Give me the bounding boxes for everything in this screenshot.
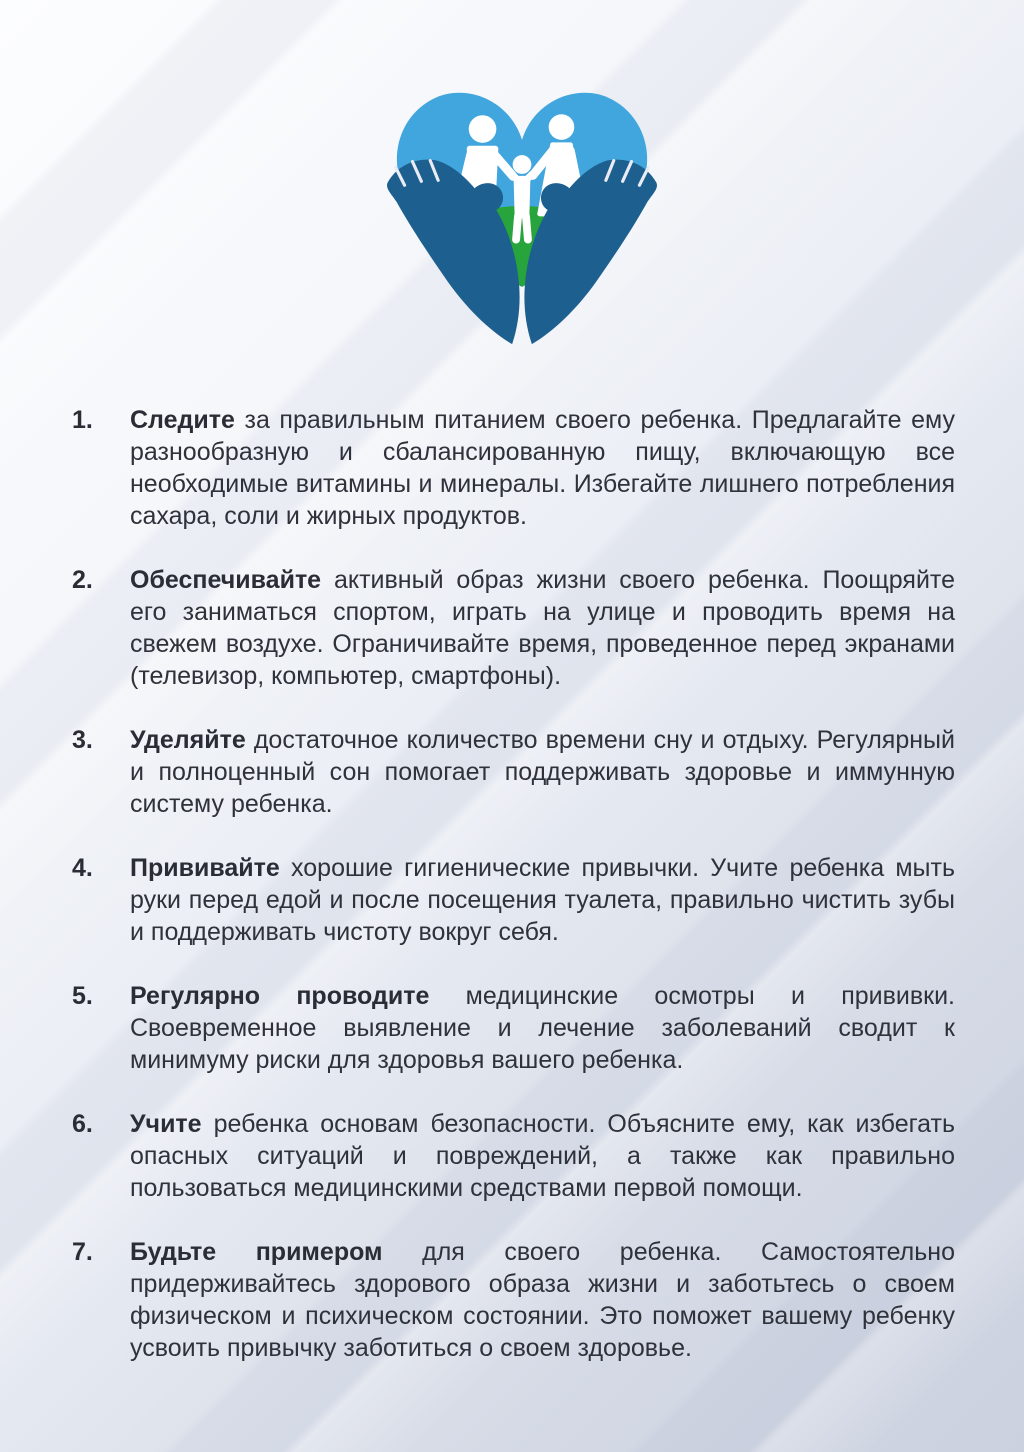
item-text: для своего ребенка. Самостоятельно придерживайтесь здорового образа жизни и заботьтесь о своем физическом и психическом состоянии. Это поможет вашему ребенку усвоить привычку заботиться о своем здоровье. [130,1238,955,1362]
list-item [72,1236,955,1364]
item-number: 7. [72,1238,93,1266]
list-item [72,564,955,692]
item-number: 3. [72,726,93,754]
item-number: 6. [72,1110,93,1138]
item-text: хорошие гигиенические привычки. Учите ребенка мыть руки перед едой и после посещения туалета, правильно чистить зубы и поддерживать чистоту вокруг себя. [130,854,955,946]
item-paragraph [130,1236,955,1364]
item-text: за правильным питанием своего ребенка. Предлагайте ему разнообразную и сбалансированную пищу, включающую все необходимые витамины и минералы. Избегайте лишнего потребления сахара, соли и жирных продуктов. [130,406,955,530]
item-text: достаточное количество времени сну и отдыху. Регулярный и полноценный сон помогает поддерживать здоровье и иммунную систему ребенка. [130,726,955,818]
item-number: 5. [72,982,93,1010]
item-paragraph [130,724,955,820]
item-lead: Прививайте [130,854,280,882]
item-lead: Обеспечивайте [130,566,322,594]
item-lead: Уделяйте [130,726,246,754]
tips-list [0,404,1024,1396]
list-item [72,852,955,948]
item-lead: Регулярно проводите [130,982,430,1010]
item-paragraph [130,1108,955,1204]
item-text: медицинские осмотры и прививки. Своевременное выявление и лечение заболеваний сводит к минимуму риски для здоровья вашего ребенка. [130,982,955,1074]
item-number: 2. [72,566,93,594]
item-number: 4. [72,854,93,882]
item-lead: Учите [130,1110,202,1138]
list-item [72,1108,955,1204]
item-paragraph [130,852,955,948]
family-heart-hands-icon [374,56,670,352]
list-item [72,980,955,1076]
item-lead: Будьте примером [130,1238,383,1266]
item-paragraph [130,980,955,1076]
item-number: 1. [72,406,93,434]
item-lead: Следите [130,406,235,434]
list-item [72,724,955,820]
item-text: активный образ жизни своего ребенка. Поощряйте его заниматься спортом, играть на улице и проводить время на свежем воздухе. Ограничивайте время, проведенное перед экранами (телевизор, компьютер, смартфоны). [130,566,955,690]
item-paragraph [130,564,955,692]
list-item [72,404,955,532]
item-paragraph [130,404,955,532]
item-text: ребенка основам безопасности. Объясните ему, как избегать опасных ситуаций и повреждений, а также как правильно пользоваться медицинскими средствами первой помощи. [130,1110,955,1202]
logo-family-heart-hands [374,56,670,352]
